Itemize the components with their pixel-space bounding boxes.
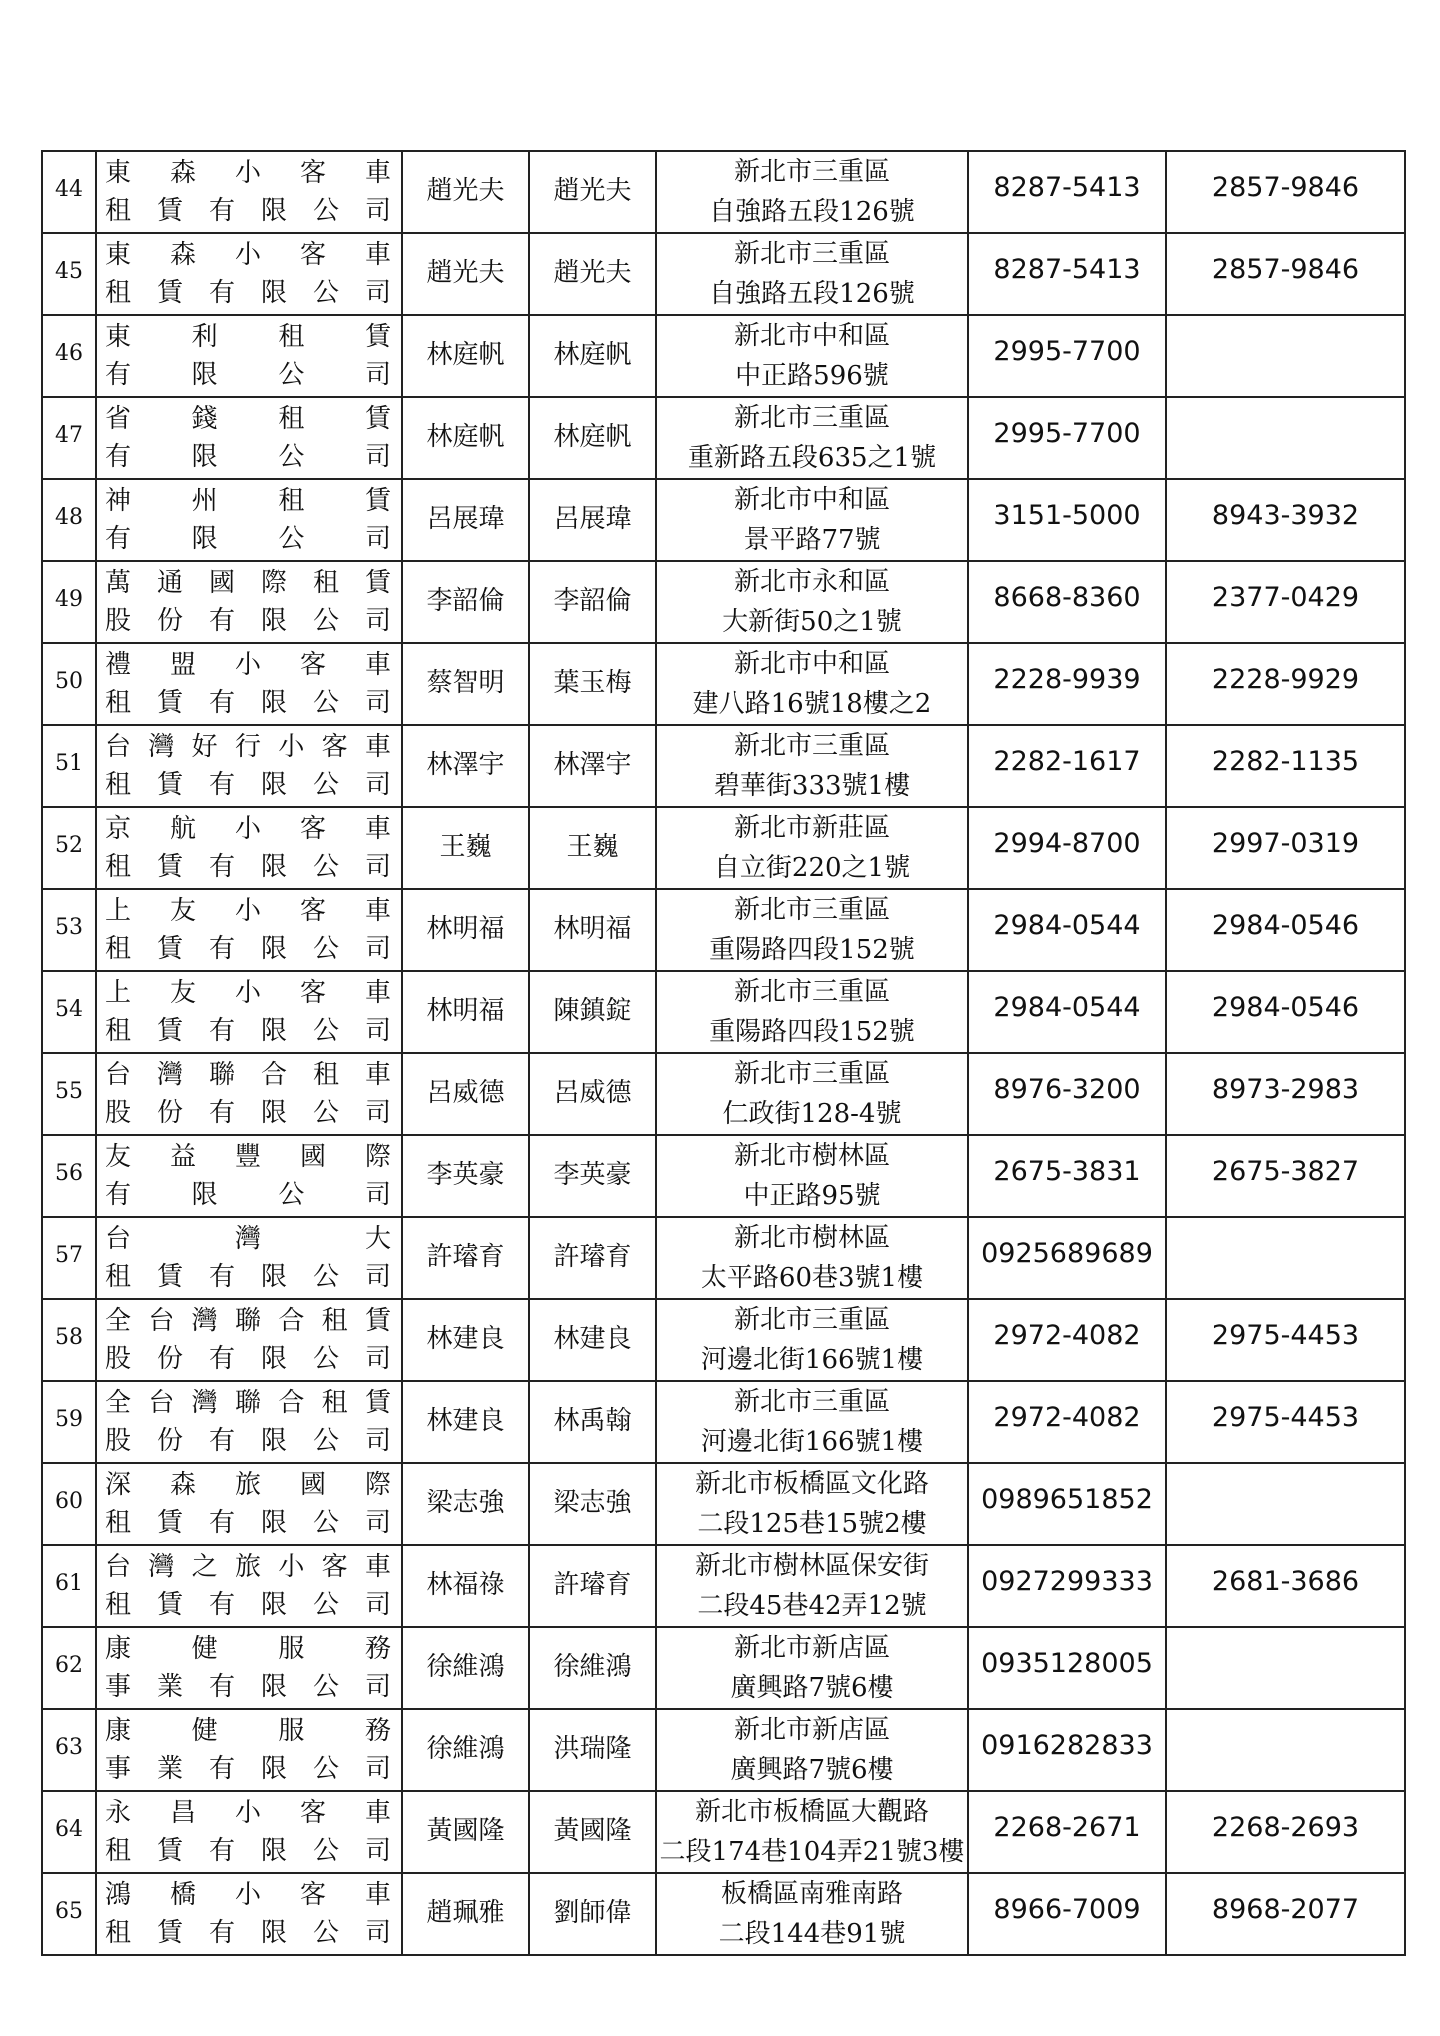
address-line: 建八路16號18樓之2 bbox=[692, 689, 932, 719]
row-number: 55 bbox=[42, 1053, 96, 1135]
representative: 林建良 bbox=[402, 1299, 529, 1381]
row-number: 64 bbox=[42, 1791, 96, 1873]
table-row bbox=[42, 561, 1405, 643]
row-number: 44 bbox=[42, 151, 96, 233]
fax-number: 2857-9846 bbox=[1166, 233, 1405, 315]
table-row bbox=[42, 807, 1405, 889]
fax-number: 2975-4453 bbox=[1166, 1381, 1405, 1463]
table-row bbox=[42, 1463, 1405, 1545]
company-name-line: 租賃有限公司 bbox=[105, 852, 393, 882]
representative: 呂威德 bbox=[402, 1053, 529, 1135]
fax-number: 8973-2983 bbox=[1166, 1053, 1405, 1135]
address-line: 新北市三重區 bbox=[733, 1387, 890, 1417]
row-number: 50 bbox=[42, 643, 96, 725]
company-name bbox=[96, 1627, 402, 1709]
row-number: 53 bbox=[42, 889, 96, 971]
company-name-line: 萬通國際租賃 bbox=[105, 568, 393, 598]
address-line: 河邊北街166號1樓 bbox=[700, 1427, 924, 1457]
phone-number: 0916282833 bbox=[968, 1709, 1166, 1791]
representative: 蔡智明 bbox=[402, 643, 529, 725]
phone-number: 2972-4082 bbox=[968, 1299, 1166, 1381]
representative: 趙珮雅 bbox=[402, 1873, 529, 1955]
fax-number bbox=[1166, 315, 1405, 397]
registry-table bbox=[41, 150, 1406, 1956]
manager: 林庭帆 bbox=[529, 315, 656, 397]
fax-number: 2681-3686 bbox=[1166, 1545, 1405, 1627]
address-line: 新北市三重區 bbox=[733, 977, 890, 1007]
company-name bbox=[96, 725, 402, 807]
representative: 林建良 bbox=[402, 1381, 529, 1463]
phone-number: 3151-5000 bbox=[968, 479, 1166, 561]
table-row bbox=[42, 1627, 1405, 1709]
fax-number bbox=[1166, 1463, 1405, 1545]
address-line: 新北市樹林區保安街 bbox=[694, 1551, 929, 1581]
address-line: 自強路五段126號 bbox=[709, 279, 915, 309]
table-row bbox=[42, 151, 1405, 233]
address bbox=[656, 971, 968, 1053]
row-number: 56 bbox=[42, 1135, 96, 1217]
fax-number: 8968-2077 bbox=[1166, 1873, 1405, 1955]
address-line: 自強路五段126號 bbox=[709, 197, 915, 227]
address bbox=[656, 1053, 968, 1135]
phone-number: 8287-5413 bbox=[968, 151, 1166, 233]
company-name-line: 股份有限公司 bbox=[105, 1344, 393, 1374]
representative: 梁志強 bbox=[402, 1463, 529, 1545]
address-line: 新北市三重區 bbox=[733, 731, 890, 761]
row-number: 54 bbox=[42, 971, 96, 1053]
company-name-line: 深森旅國際 bbox=[105, 1470, 393, 1500]
company-name-line: 有限公司 bbox=[105, 1180, 393, 1210]
manager: 黃國隆 bbox=[529, 1791, 656, 1873]
registry-sheet bbox=[41, 150, 1406, 1956]
address bbox=[656, 1545, 968, 1627]
address-line: 廣興路7號6樓 bbox=[730, 1755, 894, 1785]
company-name bbox=[96, 807, 402, 889]
company-name bbox=[96, 233, 402, 315]
address bbox=[656, 561, 968, 643]
address-line: 中正路95號 bbox=[743, 1181, 881, 1211]
address-line: 二段144巷91號 bbox=[718, 1919, 906, 1949]
fax-number: 2228-9929 bbox=[1166, 643, 1405, 725]
row-number: 52 bbox=[42, 807, 96, 889]
row-number: 51 bbox=[42, 725, 96, 807]
address-line: 太平路60巷3號1樓 bbox=[700, 1263, 924, 1293]
table-row bbox=[42, 233, 1405, 315]
representative: 林明福 bbox=[402, 971, 529, 1053]
table-row bbox=[42, 725, 1405, 807]
company-name-line: 禮盟小客車 bbox=[105, 650, 393, 680]
table-row bbox=[42, 1545, 1405, 1627]
representative: 林明福 bbox=[402, 889, 529, 971]
address bbox=[656, 1627, 968, 1709]
address-line: 新北市板橋區大觀路 bbox=[694, 1797, 929, 1827]
company-name-line: 股份有限公司 bbox=[105, 1426, 393, 1456]
address bbox=[656, 151, 968, 233]
company-name-line: 上友小客車 bbox=[105, 896, 393, 926]
fax-number: 2997-0319 bbox=[1166, 807, 1405, 889]
company-name bbox=[96, 561, 402, 643]
manager: 徐維鴻 bbox=[529, 1627, 656, 1709]
address-line: 新北市三重區 bbox=[733, 157, 890, 187]
row-number: 65 bbox=[42, 1873, 96, 1955]
phone-number: 0935128005 bbox=[968, 1627, 1166, 1709]
representative: 黃國隆 bbox=[402, 1791, 529, 1873]
address bbox=[656, 643, 968, 725]
company-name-line: 全台灣聯合租賃 bbox=[105, 1388, 393, 1418]
address-line: 新北市三重區 bbox=[733, 403, 890, 433]
phone-number: 2972-4082 bbox=[968, 1381, 1166, 1463]
address-line: 二段174巷104弄21號3樓 bbox=[659, 1837, 965, 1867]
fax-number: 2984-0546 bbox=[1166, 971, 1405, 1053]
manager: 林建良 bbox=[529, 1299, 656, 1381]
row-number: 63 bbox=[42, 1709, 96, 1791]
company-name-line: 租賃有限公司 bbox=[105, 934, 393, 964]
address-line: 重新路五段635之1號 bbox=[687, 443, 937, 473]
company-name-line: 東利租賃 bbox=[105, 322, 393, 352]
manager: 趙光夫 bbox=[529, 151, 656, 233]
company-name-line: 有限公司 bbox=[105, 442, 393, 472]
company-name bbox=[96, 151, 402, 233]
company-name-line: 租賃有限公司 bbox=[105, 1016, 393, 1046]
phone-number: 0927299333 bbox=[968, 1545, 1166, 1627]
representative: 林庭帆 bbox=[402, 397, 529, 479]
representative: 王巍 bbox=[402, 807, 529, 889]
phone-number: 2995-7700 bbox=[968, 315, 1166, 397]
address-line: 新北市樹林區 bbox=[733, 1223, 890, 1253]
representative: 趙光夫 bbox=[402, 233, 529, 315]
address-line: 廣興路7號6樓 bbox=[730, 1673, 894, 1703]
row-number: 60 bbox=[42, 1463, 96, 1545]
company-name bbox=[96, 889, 402, 971]
phone-number: 2984-0544 bbox=[968, 889, 1166, 971]
company-name-line: 租賃有限公司 bbox=[105, 1836, 393, 1866]
phone-number: 8976-3200 bbox=[968, 1053, 1166, 1135]
phone-number: 2675-3831 bbox=[968, 1135, 1166, 1217]
address-line: 自立街220之1號 bbox=[713, 853, 911, 883]
address bbox=[656, 315, 968, 397]
company-name-line: 上友小客車 bbox=[105, 978, 393, 1008]
phone-number: 2228-9939 bbox=[968, 643, 1166, 725]
company-name-line: 台灣之旅小客車 bbox=[105, 1552, 393, 1582]
company-name bbox=[96, 1381, 402, 1463]
company-name-line: 台灣大 bbox=[105, 1224, 393, 1254]
table-row bbox=[42, 1873, 1405, 1955]
address-line: 新北市中和區 bbox=[733, 321, 890, 351]
phone-number: 8668-8360 bbox=[968, 561, 1166, 643]
address-line: 新北市板橋區文化路 bbox=[694, 1469, 929, 1499]
manager: 呂威德 bbox=[529, 1053, 656, 1135]
address bbox=[656, 1299, 968, 1381]
table-row bbox=[42, 479, 1405, 561]
company-name-line: 租賃有限公司 bbox=[105, 688, 393, 718]
representative: 徐維鴻 bbox=[402, 1627, 529, 1709]
company-name-line: 永昌小客車 bbox=[105, 1798, 393, 1828]
company-name-line: 康健服務 bbox=[105, 1634, 393, 1664]
company-name bbox=[96, 479, 402, 561]
table-row bbox=[42, 971, 1405, 1053]
company-name-line: 股份有限公司 bbox=[105, 606, 393, 636]
fax-number bbox=[1166, 1217, 1405, 1299]
table-row bbox=[42, 1217, 1405, 1299]
company-name-line: 有限公司 bbox=[105, 524, 393, 554]
fax-number: 2984-0546 bbox=[1166, 889, 1405, 971]
address-line: 新北市新店區 bbox=[733, 1633, 890, 1663]
company-name-line: 台灣聯合租車 bbox=[105, 1060, 393, 1090]
address bbox=[656, 1135, 968, 1217]
fax-number bbox=[1166, 1627, 1405, 1709]
address bbox=[656, 233, 968, 315]
representative: 李英豪 bbox=[402, 1135, 529, 1217]
phone-number: 8966-7009 bbox=[968, 1873, 1166, 1955]
manager: 許璿育 bbox=[529, 1545, 656, 1627]
representative: 徐維鴻 bbox=[402, 1709, 529, 1791]
company-name-line: 東森小客車 bbox=[105, 158, 393, 188]
row-number: 49 bbox=[42, 561, 96, 643]
phone-number: 2282-1617 bbox=[968, 725, 1166, 807]
row-number: 47 bbox=[42, 397, 96, 479]
representative: 李韶倫 bbox=[402, 561, 529, 643]
manager: 陳鎮錠 bbox=[529, 971, 656, 1053]
company-name bbox=[96, 1299, 402, 1381]
address bbox=[656, 725, 968, 807]
manager: 呂展瑋 bbox=[529, 479, 656, 561]
company-name bbox=[96, 1053, 402, 1135]
row-number: 57 bbox=[42, 1217, 96, 1299]
row-number: 61 bbox=[42, 1545, 96, 1627]
company-name bbox=[96, 643, 402, 725]
address bbox=[656, 1873, 968, 1955]
company-name-line: 租賃有限公司 bbox=[105, 1508, 393, 1538]
company-name-line: 鴻橋小客車 bbox=[105, 1880, 393, 1910]
company-name bbox=[96, 1135, 402, 1217]
company-name-line: 租賃有限公司 bbox=[105, 1590, 393, 1620]
table-row bbox=[42, 889, 1405, 971]
company-name bbox=[96, 1791, 402, 1873]
manager: 林禹翰 bbox=[529, 1381, 656, 1463]
representative: 呂展瑋 bbox=[402, 479, 529, 561]
manager: 葉玉梅 bbox=[529, 643, 656, 725]
address-line: 新北市中和區 bbox=[733, 649, 890, 679]
address-line: 河邊北街166號1樓 bbox=[700, 1345, 924, 1375]
representative: 許璿育 bbox=[402, 1217, 529, 1299]
address-line: 新北市三重區 bbox=[733, 239, 890, 269]
fax-number: 2857-9846 bbox=[1166, 151, 1405, 233]
company-name-line: 租賃有限公司 bbox=[105, 278, 393, 308]
table-row bbox=[42, 1053, 1405, 1135]
company-name-line: 友益豐國際 bbox=[105, 1142, 393, 1172]
company-name bbox=[96, 971, 402, 1053]
row-number: 46 bbox=[42, 315, 96, 397]
address-line: 重陽路四段152號 bbox=[709, 1017, 915, 1047]
company-name-line: 事業有限公司 bbox=[105, 1672, 393, 1702]
address-line: 仁政街128-4號 bbox=[722, 1099, 902, 1129]
representative: 趙光夫 bbox=[402, 151, 529, 233]
company-name-line: 有限公司 bbox=[105, 360, 393, 390]
registry-body bbox=[42, 151, 1405, 1955]
address-line: 新北市永和區 bbox=[733, 567, 890, 597]
address-line: 二段125巷15號2樓 bbox=[697, 1509, 927, 1539]
address-line: 新北市三重區 bbox=[733, 1305, 890, 1335]
manager: 林明福 bbox=[529, 889, 656, 971]
row-number: 59 bbox=[42, 1381, 96, 1463]
address-line: 板橋區南雅南路 bbox=[720, 1879, 903, 1909]
address-line: 新北市三重區 bbox=[733, 1059, 890, 1089]
company-name bbox=[96, 1709, 402, 1791]
representative: 林庭帆 bbox=[402, 315, 529, 397]
phone-number: 0989651852 bbox=[968, 1463, 1166, 1545]
company-name bbox=[96, 1545, 402, 1627]
manager: 許璿育 bbox=[529, 1217, 656, 1299]
fax-number: 2975-4453 bbox=[1166, 1299, 1405, 1381]
table-row bbox=[42, 1791, 1405, 1873]
company-name-line: 東森小客車 bbox=[105, 240, 393, 270]
address-line: 中正路596號 bbox=[735, 361, 889, 391]
address-line: 二段45巷42弄12號 bbox=[697, 1591, 927, 1621]
company-name-line: 全台灣聯合租賃 bbox=[105, 1306, 393, 1336]
manager: 林庭帆 bbox=[529, 397, 656, 479]
row-number: 45 bbox=[42, 233, 96, 315]
address-line: 新北市樹林區 bbox=[733, 1141, 890, 1171]
company-name-line: 事業有限公司 bbox=[105, 1754, 393, 1784]
address-line: 新北市新店區 bbox=[733, 1715, 890, 1745]
address bbox=[656, 479, 968, 561]
address-line: 新北市中和區 bbox=[733, 485, 890, 515]
company-name-line: 租賃有限公司 bbox=[105, 770, 393, 800]
fax-number bbox=[1166, 1709, 1405, 1791]
manager: 梁志強 bbox=[529, 1463, 656, 1545]
fax-number: 2377-0429 bbox=[1166, 561, 1405, 643]
address-line: 景平路77號 bbox=[743, 525, 881, 555]
fax-number: 2282-1135 bbox=[1166, 725, 1405, 807]
table-row bbox=[42, 315, 1405, 397]
company-name-line: 神州租賃 bbox=[105, 486, 393, 516]
phone-number: 2268-2671 bbox=[968, 1791, 1166, 1873]
address-line: 碧華街333號1樓 bbox=[713, 771, 911, 801]
address bbox=[656, 807, 968, 889]
company-name-line: 康健服務 bbox=[105, 1716, 393, 1746]
manager: 李韶倫 bbox=[529, 561, 656, 643]
phone-number: 2994-8700 bbox=[968, 807, 1166, 889]
manager: 王巍 bbox=[529, 807, 656, 889]
company-name-line: 台灣好行小客車 bbox=[105, 732, 393, 762]
table-row bbox=[42, 1381, 1405, 1463]
fax-number: 2675-3827 bbox=[1166, 1135, 1405, 1217]
company-name bbox=[96, 1217, 402, 1299]
address-line: 重陽路四段152號 bbox=[709, 935, 915, 965]
representative: 林福祿 bbox=[402, 1545, 529, 1627]
address bbox=[656, 1381, 968, 1463]
phone-number: 2995-7700 bbox=[968, 397, 1166, 479]
table-row bbox=[42, 643, 1405, 725]
manager: 劉師偉 bbox=[529, 1873, 656, 1955]
fax-number bbox=[1166, 397, 1405, 479]
table-row bbox=[42, 397, 1405, 479]
company-name-line: 租賃有限公司 bbox=[105, 1918, 393, 1948]
company-name bbox=[96, 397, 402, 479]
table-row bbox=[42, 1135, 1405, 1217]
address bbox=[656, 1791, 968, 1873]
fax-number: 8943-3932 bbox=[1166, 479, 1405, 561]
company-name-line: 股份有限公司 bbox=[105, 1098, 393, 1128]
row-number: 58 bbox=[42, 1299, 96, 1381]
row-number: 48 bbox=[42, 479, 96, 561]
table-row bbox=[42, 1299, 1405, 1381]
fax-number: 2268-2693 bbox=[1166, 1791, 1405, 1873]
manager: 林澤宇 bbox=[529, 725, 656, 807]
manager: 洪瑞隆 bbox=[529, 1709, 656, 1791]
company-name-line: 省錢租賃 bbox=[105, 404, 393, 434]
company-name bbox=[96, 1873, 402, 1955]
company-name-line: 京航小客車 bbox=[105, 814, 393, 844]
company-name bbox=[96, 1463, 402, 1545]
address-line: 新北市新莊區 bbox=[733, 813, 890, 843]
address-line: 大新街50之1號 bbox=[722, 607, 902, 637]
representative: 林澤宇 bbox=[402, 725, 529, 807]
company-name-line: 租賃有限公司 bbox=[105, 196, 393, 226]
manager: 趙光夫 bbox=[529, 233, 656, 315]
address-line: 新北市三重區 bbox=[733, 895, 890, 925]
address bbox=[656, 1709, 968, 1791]
company-name-line: 租賃有限公司 bbox=[105, 1262, 393, 1292]
phone-number: 8287-5413 bbox=[968, 233, 1166, 315]
table-row bbox=[42, 1709, 1405, 1791]
address bbox=[656, 889, 968, 971]
row-number: 62 bbox=[42, 1627, 96, 1709]
phone-number: 0925689689 bbox=[968, 1217, 1166, 1299]
manager: 李英豪 bbox=[529, 1135, 656, 1217]
address bbox=[656, 397, 968, 479]
company-name bbox=[96, 315, 402, 397]
address bbox=[656, 1217, 968, 1299]
phone-number: 2984-0544 bbox=[968, 971, 1166, 1053]
address bbox=[656, 1463, 968, 1545]
